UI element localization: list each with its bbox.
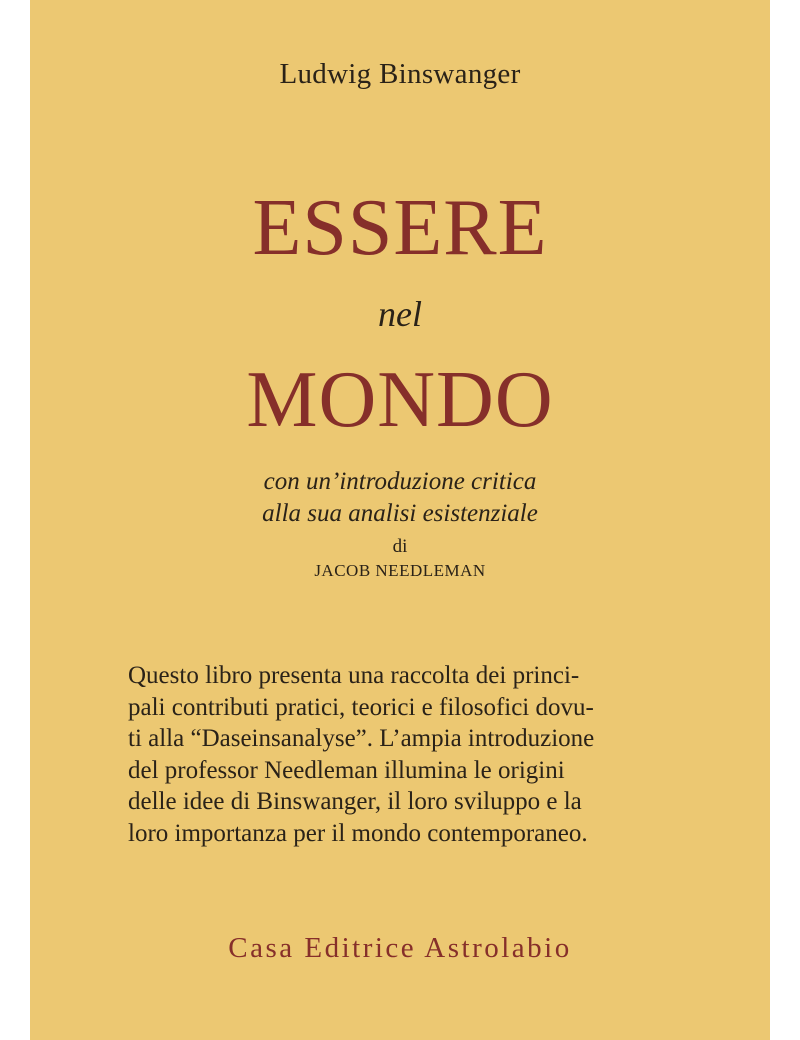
book-cover <box>30 0 770 1040</box>
publisher-name: Casa Editrice Astrolabio <box>228 932 572 964</box>
description-line: loro importanza per il mondo contemporaneo. <box>128 819 588 847</box>
subtitle-line-di: di <box>392 536 408 557</box>
title-line-essere: ESSERE <box>252 184 548 272</box>
title-line-mondo: MONDO <box>246 356 554 444</box>
author-name: Ludwig Binswanger <box>279 58 521 90</box>
description-line: del professor Needleman illumina le origini <box>128 756 565 784</box>
title-line-nel: nel <box>378 294 422 334</box>
description-paragraph <box>128 660 688 849</box>
subtitle-line-2: alla sua analisi esistenziale <box>262 500 538 527</box>
description-line: ti alla “Daseinsanalyse”. L’ampia introduzione <box>128 725 595 752</box>
subtitle-line-1: con un’introduzione critica <box>263 468 537 495</box>
description-line: delle idee di Binswanger, il loro sviluppo e la <box>128 788 582 815</box>
description-line: pali contributi pratici, teorici e filosofici dovu- <box>128 693 594 721</box>
introduction-author: JACOB NEEDLEMAN <box>314 561 486 580</box>
description-line: Questo libro presenta una raccolta dei princi- <box>128 662 580 689</box>
